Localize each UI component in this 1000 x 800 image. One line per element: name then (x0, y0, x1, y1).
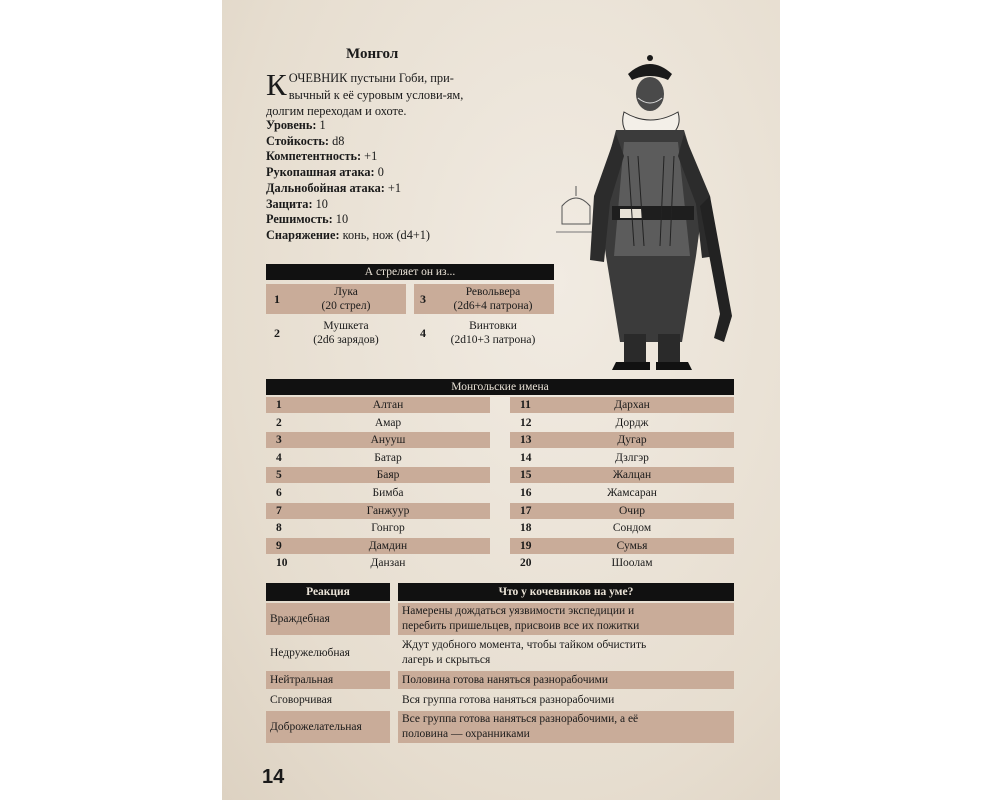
name-row (510, 432, 734, 448)
reaction-description: Половина готова наняться разнорабочими (402, 674, 609, 686)
drop-cap: К (266, 67, 287, 102)
name-row (266, 467, 490, 483)
name-value: Амар (374, 416, 402, 429)
name-value: Ганжуур (366, 504, 410, 517)
reaction-description: Вся группа готова наняться разнорабочими (402, 694, 615, 706)
name-value: Анууш (370, 434, 406, 447)
name-number: 3 (276, 434, 282, 447)
reaction-description: Ждут удобного момента, чтобы тайком обчистить лагерь и скрыться (402, 639, 647, 666)
reaction-label: Сговорчивая (270, 694, 333, 706)
reaction-label: Нейтральная (270, 674, 334, 686)
name-value: Дордж (615, 416, 649, 429)
name-value: Дамдин (368, 539, 408, 552)
name-row (266, 415, 490, 431)
name-value: Гонгор (371, 522, 405, 535)
stat-line: Снаряжение: конь, нож (d4+1) (266, 227, 431, 242)
name-number: 17 (520, 504, 532, 517)
name-number: 9 (276, 539, 282, 552)
name-number: 13 (520, 434, 532, 447)
name-value: Данзан (370, 557, 406, 570)
shoot-table-header: А стреляет он из... (266, 264, 554, 280)
shoot-num: 4 (420, 326, 426, 340)
intro-text: ОЧЕВНИК пустыни Гоби, при-вычный к её суровым услови-ям, долгим переходам и охоте. (266, 71, 464, 118)
name-number: 15 (520, 469, 532, 482)
name-value: Очир (619, 504, 645, 517)
name-number: 5 (276, 469, 282, 482)
name-value: Баяр (376, 469, 400, 482)
name-row (266, 520, 490, 536)
name-number: 11 (520, 399, 531, 411)
name-number: 2 (276, 416, 282, 429)
name-row (266, 538, 490, 554)
shoot-num: 3 (420, 292, 426, 306)
shoot-num: 1 (274, 292, 280, 306)
name-number: 18 (520, 522, 532, 535)
page-title: Монгол (346, 46, 399, 62)
stat-line: Решимость: 10 (266, 212, 349, 227)
page-number: 14 (262, 766, 285, 788)
stat-line: Защита: 10 (266, 196, 328, 211)
stat-line: Рукопашная атака: 0 (266, 165, 384, 180)
stat-line: Стойкость: d8 (266, 133, 345, 148)
name-value: Шоолам (611, 557, 653, 570)
name-row (510, 415, 734, 431)
name-number: 8 (276, 522, 282, 535)
name-value: Сумья (616, 539, 648, 552)
name-number: 1 (276, 399, 282, 411)
name-value: Алтан (372, 399, 404, 411)
name-number: 12 (520, 416, 532, 429)
shoot-weapon: Револьвера (2d6+4 патрона) (453, 286, 533, 312)
name-number: 7 (276, 504, 282, 517)
shoot-num: 2 (274, 326, 280, 340)
name-row (266, 555, 490, 571)
stat-line: Компетентность: +1 (266, 149, 378, 164)
stat-line: Дальнобойная атака: +1 (266, 180, 402, 195)
stat-block (266, 118, 430, 244)
name-number: 20 (520, 557, 532, 570)
name-number: 16 (520, 487, 532, 499)
intro-paragraph (266, 67, 492, 120)
reaction-label: Враждебная (270, 613, 330, 625)
mind-col-header: Что у кочевников на уме? (398, 583, 734, 601)
name-row (510, 397, 734, 413)
name-row (266, 503, 490, 519)
reaction-label: Доброжелательная (270, 721, 362, 733)
name-row (510, 520, 734, 536)
name-row (266, 397, 490, 413)
name-row (510, 555, 734, 571)
name-row (510, 450, 734, 466)
names-table-header: Монгольские имена (266, 379, 734, 395)
shoot-weapon: Мушкета (2d6 зарядов) (313, 320, 379, 346)
name-number: 19 (520, 539, 532, 552)
reaction-label: Недружелюбная (270, 647, 350, 659)
name-row (266, 485, 490, 501)
name-row (266, 450, 490, 466)
name-row (510, 503, 734, 519)
stat-line: Уровень: 1 (266, 118, 326, 132)
name-number: 4 (276, 451, 282, 464)
name-value: Жамсаран (607, 487, 657, 499)
name-row (510, 538, 734, 554)
reaction-col-header: Реакция (266, 583, 390, 601)
mongol-nomad-illustration (554, 46, 754, 378)
reaction-description: Намерены дождаться уязвимости экспедиции и перебить пришельцев, присвоив все их пожитки (402, 605, 640, 632)
name-number: 6 (276, 487, 282, 499)
name-row (266, 432, 490, 448)
name-number: 10 (276, 557, 288, 570)
name-value: Дархан (614, 399, 650, 411)
name-number: 14 (520, 451, 532, 464)
name-row (510, 485, 734, 501)
name-row (510, 467, 734, 483)
name-value: Дугар (617, 434, 647, 447)
name-value: Жалцан (612, 469, 652, 482)
reaction-description: Все группа готова наняться разнорабочими, а её половина — охранниками (402, 713, 639, 740)
shoot-weapon: Винтовки (2d10+3 патрона) (450, 320, 536, 346)
name-value: Сондом (612, 522, 652, 535)
shoot-weapon: Лука (20 стрел) (321, 286, 371, 312)
name-value: Дзлгэр (615, 451, 649, 464)
name-value: Батар (374, 451, 402, 464)
book-page (222, 0, 780, 800)
name-value: Бимба (372, 487, 404, 499)
